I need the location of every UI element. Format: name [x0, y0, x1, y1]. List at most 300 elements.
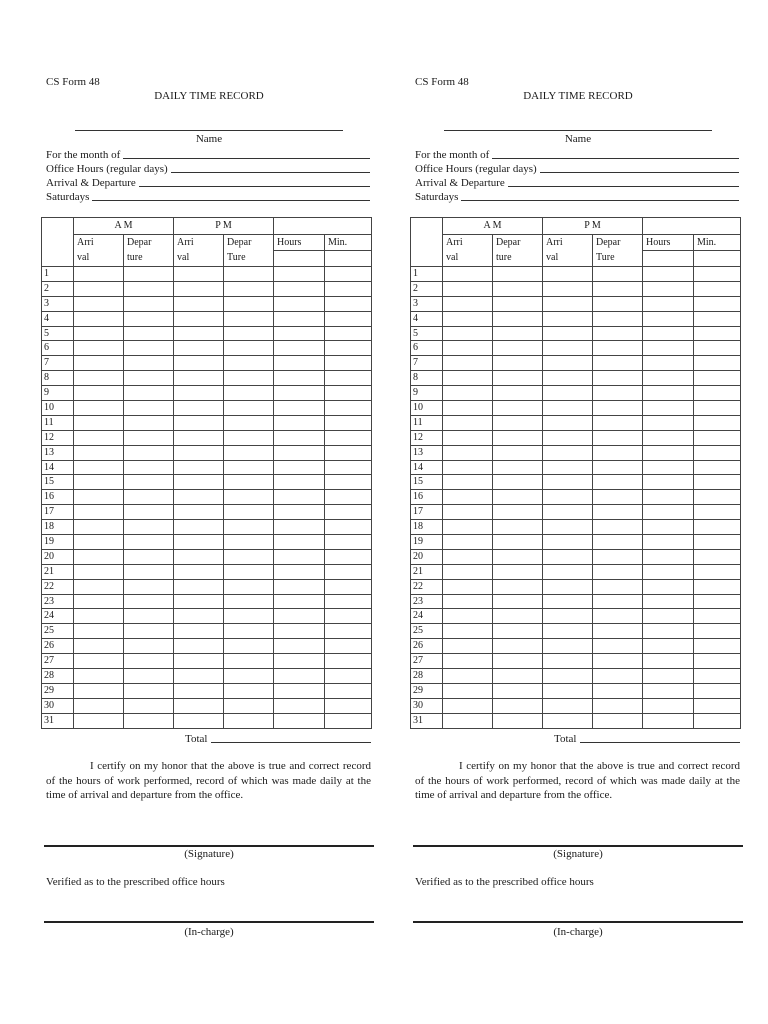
min-cell[interactable] [694, 371, 741, 386]
pm-departure-cell[interactable] [224, 371, 274, 386]
pm-arrival-cell[interactable] [543, 564, 593, 579]
hours-cell[interactable] [274, 326, 325, 341]
am-departure-cell[interactable] [124, 639, 174, 654]
am-arrival-cell[interactable] [443, 564, 493, 579]
min-cell[interactable] [325, 326, 372, 341]
min-cell[interactable] [694, 296, 741, 311]
pm-departure-cell[interactable] [224, 341, 274, 356]
hours-cell[interactable] [274, 267, 325, 282]
pm-departure-cell[interactable] [593, 267, 643, 282]
am-arrival-cell[interactable] [443, 609, 493, 624]
min-cell[interactable] [325, 430, 372, 445]
pm-arrival-cell[interactable] [543, 415, 593, 430]
am-arrival-cell[interactable] [443, 430, 493, 445]
name-input-line[interactable] [444, 130, 712, 131]
am-arrival-cell[interactable] [443, 654, 493, 669]
arrival-departure-input-line[interactable] [508, 186, 739, 187]
hours-cell[interactable] [643, 371, 694, 386]
pm-arrival-cell[interactable] [174, 296, 224, 311]
min-cell[interactable] [325, 713, 372, 728]
am-arrival-cell[interactable] [74, 401, 124, 416]
pm-departure-cell[interactable] [593, 683, 643, 698]
am-arrival-cell[interactable] [74, 713, 124, 728]
min-cell[interactable] [694, 430, 741, 445]
pm-departure-cell[interactable] [224, 683, 274, 698]
am-departure-cell[interactable] [124, 430, 174, 445]
am-arrival-cell[interactable] [443, 296, 493, 311]
am-departure-cell[interactable] [124, 594, 174, 609]
min-cell[interactable] [694, 356, 741, 371]
am-arrival-cell[interactable] [443, 356, 493, 371]
am-departure-cell[interactable] [124, 386, 174, 401]
pm-arrival-cell[interactable] [543, 669, 593, 684]
min-cell[interactable] [694, 505, 741, 520]
am-departure-cell[interactable] [493, 609, 543, 624]
am-departure-cell[interactable] [493, 296, 543, 311]
min-cell[interactable] [325, 401, 372, 416]
hours-cell[interactable] [643, 683, 694, 698]
pm-departure-cell[interactable] [593, 460, 643, 475]
am-departure-cell[interactable] [124, 654, 174, 669]
pm-arrival-cell[interactable] [174, 490, 224, 505]
min-cell[interactable] [694, 683, 741, 698]
pm-arrival-cell[interactable] [174, 311, 224, 326]
saturdays-input-line[interactable] [461, 200, 739, 201]
pm-arrival-cell[interactable] [543, 654, 593, 669]
pm-departure-cell[interactable] [224, 698, 274, 713]
am-departure-cell[interactable] [493, 401, 543, 416]
pm-arrival-cell[interactable] [543, 549, 593, 564]
am-departure-cell[interactable] [493, 654, 543, 669]
min-cell[interactable] [694, 669, 741, 684]
pm-departure-cell[interactable] [224, 267, 274, 282]
hours-cell[interactable] [643, 326, 694, 341]
am-departure-cell[interactable] [124, 549, 174, 564]
min-cell[interactable] [694, 311, 741, 326]
hours-cell[interactable] [643, 594, 694, 609]
pm-arrival-cell[interactable] [543, 445, 593, 460]
hours-cell[interactable] [643, 475, 694, 490]
am-departure-cell[interactable] [124, 296, 174, 311]
am-arrival-cell[interactable] [74, 430, 124, 445]
pm-departure-cell[interactable] [593, 564, 643, 579]
am-departure-cell[interactable] [124, 281, 174, 296]
min-cell[interactable] [325, 267, 372, 282]
pm-arrival-cell[interactable] [543, 505, 593, 520]
saturdays-input-line[interactable] [92, 200, 370, 201]
hours-cell[interactable] [643, 296, 694, 311]
hours-cell[interactable] [643, 549, 694, 564]
pm-arrival-cell[interactable] [543, 698, 593, 713]
am-departure-cell[interactable] [124, 490, 174, 505]
month-input-line[interactable] [492, 158, 739, 159]
am-departure-cell[interactable] [493, 371, 543, 386]
total-input-line[interactable] [580, 742, 740, 743]
am-departure-cell[interactable] [124, 535, 174, 550]
hours-cell[interactable] [643, 639, 694, 654]
pm-arrival-cell[interactable] [174, 415, 224, 430]
am-arrival-cell[interactable] [443, 683, 493, 698]
min-cell[interactable] [694, 281, 741, 296]
hours-cell[interactable] [274, 490, 325, 505]
pm-arrival-cell[interactable] [543, 326, 593, 341]
pm-departure-cell[interactable] [593, 594, 643, 609]
pm-arrival-cell[interactable] [174, 505, 224, 520]
min-cell[interactable] [325, 579, 372, 594]
am-arrival-cell[interactable] [443, 698, 493, 713]
am-arrival-cell[interactable] [443, 386, 493, 401]
am-arrival-cell[interactable] [443, 713, 493, 728]
hours-cell[interactable] [274, 609, 325, 624]
hours-cell[interactable] [274, 549, 325, 564]
pm-departure-cell[interactable] [224, 624, 274, 639]
am-arrival-cell[interactable] [443, 341, 493, 356]
hours-cell[interactable] [643, 445, 694, 460]
pm-arrival-cell[interactable] [543, 401, 593, 416]
pm-arrival-cell[interactable] [174, 445, 224, 460]
min-cell[interactable] [325, 386, 372, 401]
hours-cell[interactable] [274, 356, 325, 371]
min-cell[interactable] [694, 490, 741, 505]
min-cell[interactable] [325, 281, 372, 296]
am-arrival-cell[interactable] [443, 311, 493, 326]
pm-departure-cell[interactable] [593, 490, 643, 505]
hours-cell[interactable] [274, 475, 325, 490]
am-arrival-cell[interactable] [74, 311, 124, 326]
hours-cell[interactable] [643, 415, 694, 430]
hours-cell[interactable] [274, 311, 325, 326]
min-cell[interactable] [694, 535, 741, 550]
hours-cell[interactable] [274, 698, 325, 713]
am-departure-cell[interactable] [493, 267, 543, 282]
am-departure-cell[interactable] [493, 535, 543, 550]
pm-arrival-cell[interactable] [174, 549, 224, 564]
pm-departure-cell[interactable] [224, 669, 274, 684]
am-arrival-cell[interactable] [74, 594, 124, 609]
am-departure-cell[interactable] [124, 713, 174, 728]
signature-line[interactable] [413, 845, 743, 847]
hours-cell[interactable] [274, 505, 325, 520]
am-departure-cell[interactable] [124, 579, 174, 594]
am-arrival-cell[interactable] [443, 267, 493, 282]
min-cell[interactable] [694, 326, 741, 341]
pm-departure-cell[interactable] [593, 520, 643, 535]
hours-cell[interactable] [643, 401, 694, 416]
am-arrival-cell[interactable] [443, 624, 493, 639]
hours-cell[interactable] [643, 341, 694, 356]
pm-departure-cell[interactable] [224, 281, 274, 296]
pm-departure-cell[interactable] [224, 296, 274, 311]
incharge-signature-line[interactable] [413, 921, 743, 923]
pm-arrival-cell[interactable] [543, 594, 593, 609]
hours-cell[interactable] [643, 281, 694, 296]
am-arrival-cell[interactable] [74, 639, 124, 654]
pm-arrival-cell[interactable] [174, 386, 224, 401]
min-cell[interactable] [694, 713, 741, 728]
pm-arrival-cell[interactable] [174, 281, 224, 296]
pm-departure-cell[interactable] [224, 639, 274, 654]
min-cell[interactable] [325, 371, 372, 386]
pm-departure-cell[interactable] [224, 609, 274, 624]
month-input-line[interactable] [123, 158, 370, 159]
min-cell[interactable] [325, 520, 372, 535]
pm-arrival-cell[interactable] [174, 401, 224, 416]
pm-arrival-cell[interactable] [543, 639, 593, 654]
min-cell[interactable] [694, 520, 741, 535]
am-departure-cell[interactable] [493, 386, 543, 401]
pm-arrival-cell[interactable] [543, 296, 593, 311]
hours-cell[interactable] [274, 579, 325, 594]
min-cell[interactable] [325, 475, 372, 490]
hours-cell[interactable] [274, 639, 325, 654]
pm-arrival-cell[interactable] [174, 520, 224, 535]
am-departure-cell[interactable] [124, 356, 174, 371]
am-departure-cell[interactable] [493, 341, 543, 356]
pm-departure-cell[interactable] [224, 356, 274, 371]
hours-cell[interactable] [274, 594, 325, 609]
pm-departure-cell[interactable] [593, 356, 643, 371]
pm-arrival-cell[interactable] [543, 281, 593, 296]
min-cell[interactable] [325, 341, 372, 356]
min-cell[interactable] [694, 401, 741, 416]
min-cell[interactable] [325, 698, 372, 713]
min-cell[interactable] [694, 609, 741, 624]
hours-cell[interactable] [274, 401, 325, 416]
pm-departure-cell[interactable] [593, 549, 643, 564]
min-cell[interactable] [325, 415, 372, 430]
pm-departure-cell[interactable] [224, 520, 274, 535]
name-input-line[interactable] [75, 130, 343, 131]
am-departure-cell[interactable] [493, 281, 543, 296]
hours-cell[interactable] [274, 341, 325, 356]
hours-cell[interactable] [643, 654, 694, 669]
min-cell[interactable] [694, 698, 741, 713]
hours-cell[interactable] [274, 430, 325, 445]
pm-arrival-cell[interactable] [543, 430, 593, 445]
pm-arrival-cell[interactable] [174, 624, 224, 639]
am-departure-cell[interactable] [493, 669, 543, 684]
am-arrival-cell[interactable] [443, 579, 493, 594]
pm-arrival-cell[interactable] [543, 356, 593, 371]
hours-cell[interactable] [274, 445, 325, 460]
hours-cell[interactable] [274, 460, 325, 475]
pm-arrival-cell[interactable] [174, 654, 224, 669]
am-arrival-cell[interactable] [74, 669, 124, 684]
hours-cell[interactable] [274, 296, 325, 311]
incharge-signature-line[interactable] [44, 921, 374, 923]
min-cell[interactable] [325, 535, 372, 550]
pm-departure-cell[interactable] [224, 654, 274, 669]
min-cell[interactable] [325, 296, 372, 311]
am-arrival-cell[interactable] [443, 401, 493, 416]
pm-departure-cell[interactable] [224, 535, 274, 550]
hours-cell[interactable] [643, 520, 694, 535]
pm-departure-cell[interactable] [224, 311, 274, 326]
am-departure-cell[interactable] [124, 311, 174, 326]
am-departure-cell[interactable] [493, 520, 543, 535]
min-cell[interactable] [694, 639, 741, 654]
am-arrival-cell[interactable] [74, 296, 124, 311]
pm-departure-cell[interactable] [593, 713, 643, 728]
pm-departure-cell[interactable] [593, 535, 643, 550]
am-arrival-cell[interactable] [74, 371, 124, 386]
min-cell[interactable] [325, 490, 372, 505]
hours-cell[interactable] [274, 713, 325, 728]
hours-cell[interactable] [643, 267, 694, 282]
pm-arrival-cell[interactable] [174, 698, 224, 713]
am-departure-cell[interactable] [493, 490, 543, 505]
hours-cell[interactable] [643, 564, 694, 579]
pm-arrival-cell[interactable] [543, 579, 593, 594]
min-cell[interactable] [325, 505, 372, 520]
hours-cell[interactable] [274, 683, 325, 698]
pm-departure-cell[interactable] [593, 371, 643, 386]
pm-departure-cell[interactable] [224, 415, 274, 430]
pm-departure-cell[interactable] [593, 281, 643, 296]
am-departure-cell[interactable] [493, 430, 543, 445]
pm-arrival-cell[interactable] [174, 564, 224, 579]
am-departure-cell[interactable] [124, 460, 174, 475]
pm-departure-cell[interactable] [224, 490, 274, 505]
hours-cell[interactable] [274, 564, 325, 579]
pm-departure-cell[interactable] [593, 624, 643, 639]
min-cell[interactable] [325, 624, 372, 639]
pm-arrival-cell[interactable] [174, 267, 224, 282]
pm-arrival-cell[interactable] [174, 341, 224, 356]
am-arrival-cell[interactable] [443, 520, 493, 535]
am-departure-cell[interactable] [493, 460, 543, 475]
am-arrival-cell[interactable] [74, 609, 124, 624]
am-arrival-cell[interactable] [74, 535, 124, 550]
hours-cell[interactable] [643, 505, 694, 520]
pm-arrival-cell[interactable] [174, 579, 224, 594]
am-departure-cell[interactable] [493, 564, 543, 579]
hours-cell[interactable] [643, 430, 694, 445]
pm-departure-cell[interactable] [593, 698, 643, 713]
pm-arrival-cell[interactable] [174, 326, 224, 341]
am-arrival-cell[interactable] [443, 371, 493, 386]
am-departure-cell[interactable] [493, 594, 543, 609]
min-cell[interactable] [694, 445, 741, 460]
pm-arrival-cell[interactable] [174, 535, 224, 550]
pm-departure-cell[interactable] [224, 460, 274, 475]
am-departure-cell[interactable] [493, 356, 543, 371]
am-arrival-cell[interactable] [74, 267, 124, 282]
hours-cell[interactable] [274, 371, 325, 386]
pm-departure-cell[interactable] [593, 430, 643, 445]
pm-arrival-cell[interactable] [543, 371, 593, 386]
hours-cell[interactable] [274, 415, 325, 430]
office-hours-input-line[interactable] [171, 172, 370, 173]
pm-arrival-cell[interactable] [174, 356, 224, 371]
am-departure-cell[interactable] [493, 475, 543, 490]
min-cell[interactable] [694, 415, 741, 430]
pm-departure-cell[interactable] [593, 401, 643, 416]
min-cell[interactable] [694, 624, 741, 639]
pm-arrival-cell[interactable] [174, 371, 224, 386]
am-departure-cell[interactable] [124, 445, 174, 460]
min-cell[interactable] [694, 460, 741, 475]
hours-cell[interactable] [274, 386, 325, 401]
hours-cell[interactable] [274, 654, 325, 669]
am-arrival-cell[interactable] [74, 356, 124, 371]
hours-cell[interactable] [643, 386, 694, 401]
am-departure-cell[interactable] [124, 698, 174, 713]
hours-cell[interactable] [274, 669, 325, 684]
hours-cell[interactable] [643, 669, 694, 684]
am-departure-cell[interactable] [124, 267, 174, 282]
min-cell[interactable] [694, 549, 741, 564]
pm-departure-cell[interactable] [593, 639, 643, 654]
am-departure-cell[interactable] [124, 564, 174, 579]
total-input-line[interactable] [211, 742, 371, 743]
min-cell[interactable] [325, 564, 372, 579]
pm-arrival-cell[interactable] [543, 535, 593, 550]
am-arrival-cell[interactable] [74, 579, 124, 594]
pm-arrival-cell[interactable] [174, 430, 224, 445]
min-cell[interactable] [325, 594, 372, 609]
am-arrival-cell[interactable] [74, 281, 124, 296]
am-departure-cell[interactable] [493, 683, 543, 698]
min-cell[interactable] [325, 460, 372, 475]
am-arrival-cell[interactable] [443, 326, 493, 341]
am-departure-cell[interactable] [124, 683, 174, 698]
pm-departure-cell[interactable] [593, 505, 643, 520]
am-arrival-cell[interactable] [443, 639, 493, 654]
min-cell[interactable] [325, 549, 372, 564]
am-departure-cell[interactable] [493, 326, 543, 341]
signature-line[interactable] [44, 845, 374, 847]
am-arrival-cell[interactable] [74, 505, 124, 520]
pm-arrival-cell[interactable] [174, 713, 224, 728]
am-arrival-cell[interactable] [74, 520, 124, 535]
hours-cell[interactable] [274, 535, 325, 550]
pm-arrival-cell[interactable] [174, 669, 224, 684]
am-arrival-cell[interactable] [74, 683, 124, 698]
pm-departure-cell[interactable] [593, 386, 643, 401]
hours-cell[interactable] [643, 460, 694, 475]
am-departure-cell[interactable] [493, 698, 543, 713]
hours-cell[interactable] [643, 311, 694, 326]
am-arrival-cell[interactable] [74, 549, 124, 564]
am-arrival-cell[interactable] [74, 445, 124, 460]
min-cell[interactable] [694, 475, 741, 490]
pm-departure-cell[interactable] [224, 564, 274, 579]
am-departure-cell[interactable] [493, 311, 543, 326]
pm-arrival-cell[interactable] [543, 609, 593, 624]
am-arrival-cell[interactable] [74, 624, 124, 639]
pm-arrival-cell[interactable] [543, 460, 593, 475]
hours-cell[interactable] [643, 624, 694, 639]
pm-arrival-cell[interactable] [543, 311, 593, 326]
hours-cell[interactable] [643, 713, 694, 728]
hours-cell[interactable] [643, 535, 694, 550]
pm-arrival-cell[interactable] [174, 683, 224, 698]
min-cell[interactable] [694, 594, 741, 609]
pm-departure-cell[interactable] [593, 475, 643, 490]
am-departure-cell[interactable] [493, 549, 543, 564]
office-hours-input-line[interactable] [540, 172, 739, 173]
am-arrival-cell[interactable] [443, 535, 493, 550]
pm-departure-cell[interactable] [224, 386, 274, 401]
am-arrival-cell[interactable] [443, 460, 493, 475]
pm-departure-cell[interactable] [224, 445, 274, 460]
am-arrival-cell[interactable] [74, 415, 124, 430]
min-cell[interactable] [325, 311, 372, 326]
am-departure-cell[interactable] [493, 639, 543, 654]
min-cell[interactable] [694, 341, 741, 356]
min-cell[interactable] [325, 639, 372, 654]
